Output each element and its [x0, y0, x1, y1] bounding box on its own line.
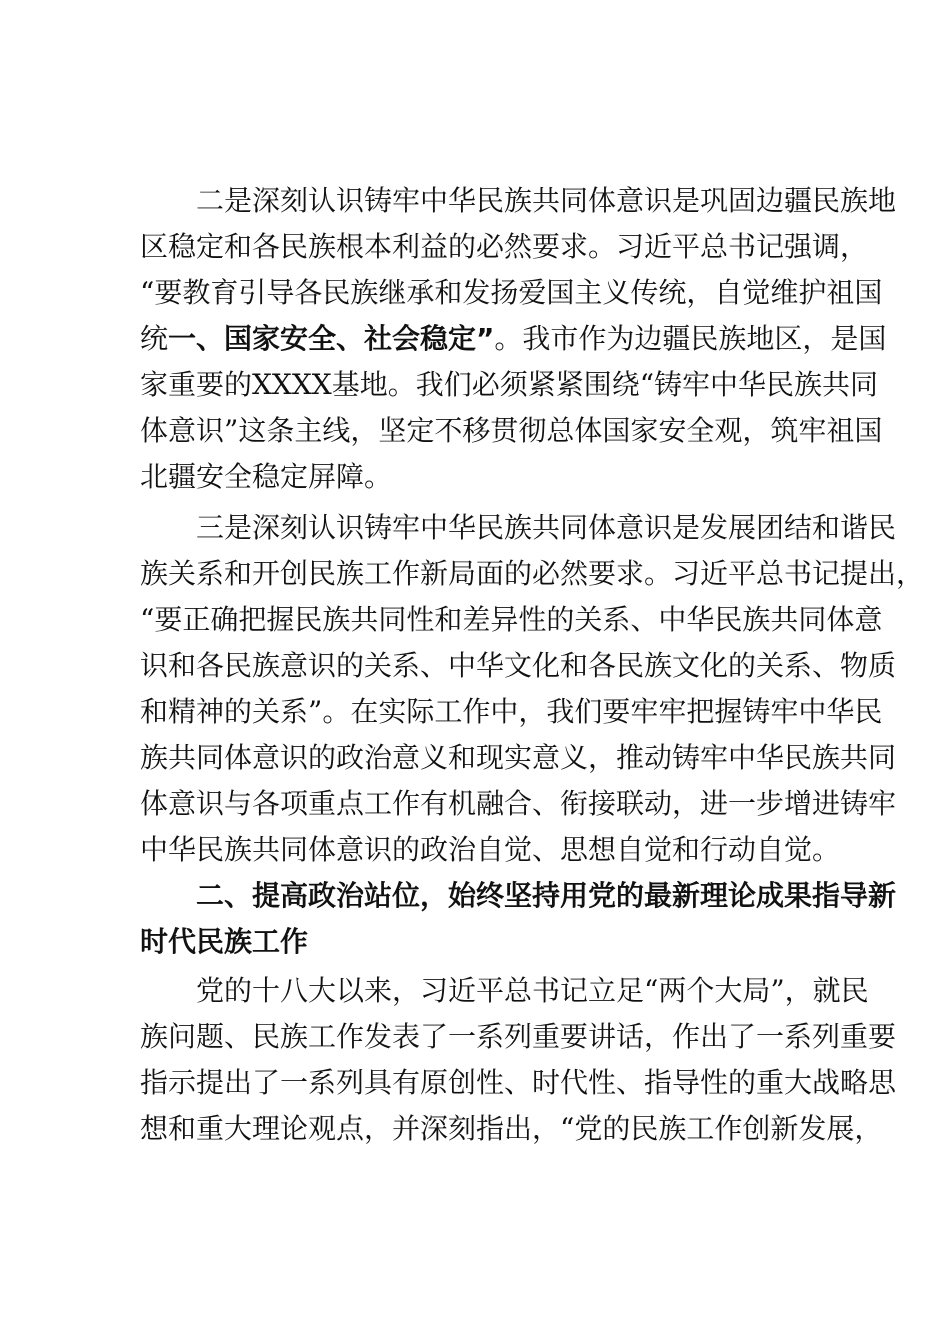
- text-line: 想和重大理论观点，并深刻指出，“党的民族工作创新发展，: [140, 1112, 883, 1145]
- paragraph-2: [140, 505, 925, 873]
- text-line: 识和各民族意识的关系、中华文化和各民族文化的关系、物质: [140, 649, 897, 682]
- text-line-with-bold: [140, 316, 887, 362]
- text-line: “要教育引导各民族继承和发扬爱国主义传统，自觉维护祖国: [140, 276, 883, 309]
- text-line: 三是深刻认识铸牢中华民族共同体意识是发展团结和谐民: [196, 511, 897, 544]
- text-line: 体意识”这条主线，坚定不移贯彻总体国家安全观，筑牢祖国: [140, 414, 883, 447]
- text-line: 体意识与各项重点工作有机融合、衔接联动，进一步增进铸牢: [140, 787, 897, 820]
- text-line: 党的十八大以来，习近平总书记立足“两个大局”，就民: [196, 974, 869, 1007]
- text-segment: 。我市作为边疆民族地区，是国: [494, 322, 887, 355]
- section-heading: [140, 873, 897, 965]
- text-line: 和精神的关系”。在实际工作中，我们要牢牢把握铸牢中华民: [140, 695, 883, 728]
- text-segment: 统: [140, 322, 169, 355]
- bold-quote-segment: 一、国家安全、社会稳定”: [168, 322, 495, 355]
- text-line: 族问题、民族工作发表了一系列重要讲话，作出了一系列重要: [140, 1020, 897, 1053]
- text-line: 家重要的XXXX基地。我们必须紧紧围绕“铸牢中华民族共同: [140, 368, 879, 401]
- text-line: 中华民族共同体意识的政治自觉、思想自觉和行动自觉。: [140, 833, 841, 866]
- text-line: “要正确把握民族共同性和差异性的关系、中华民族共同体意: [140, 603, 883, 636]
- text-line: 二是深刻认识铸牢中华民族共同体意识是巩固边疆民族地: [196, 184, 897, 217]
- text-line: 族共同体意识的政治意义和现实意义，推动铸牢中华民族共同: [140, 741, 897, 774]
- text-line: 北疆安全稳定屏障。: [140, 460, 393, 493]
- heading-line: 二、提高政治站位，始终坚持用党的最新理论成果指导新: [196, 879, 897, 912]
- paragraph-1: [140, 178, 897, 500]
- text-line: 区稳定和各民族根本利益的必然要求。习近平总书记强调，: [140, 230, 869, 263]
- text-line: 指示提出了一系列具有原创性、时代性、指导性的重大战略思: [140, 1066, 897, 1099]
- paragraph-3: [140, 968, 897, 1152]
- document-page: [140, 178, 925, 1152]
- heading-line: 时代民族工作: [140, 925, 309, 958]
- text-line: 族关系和开创民族工作新局面的必然要求。习近平总书记提出，: [140, 557, 925, 590]
